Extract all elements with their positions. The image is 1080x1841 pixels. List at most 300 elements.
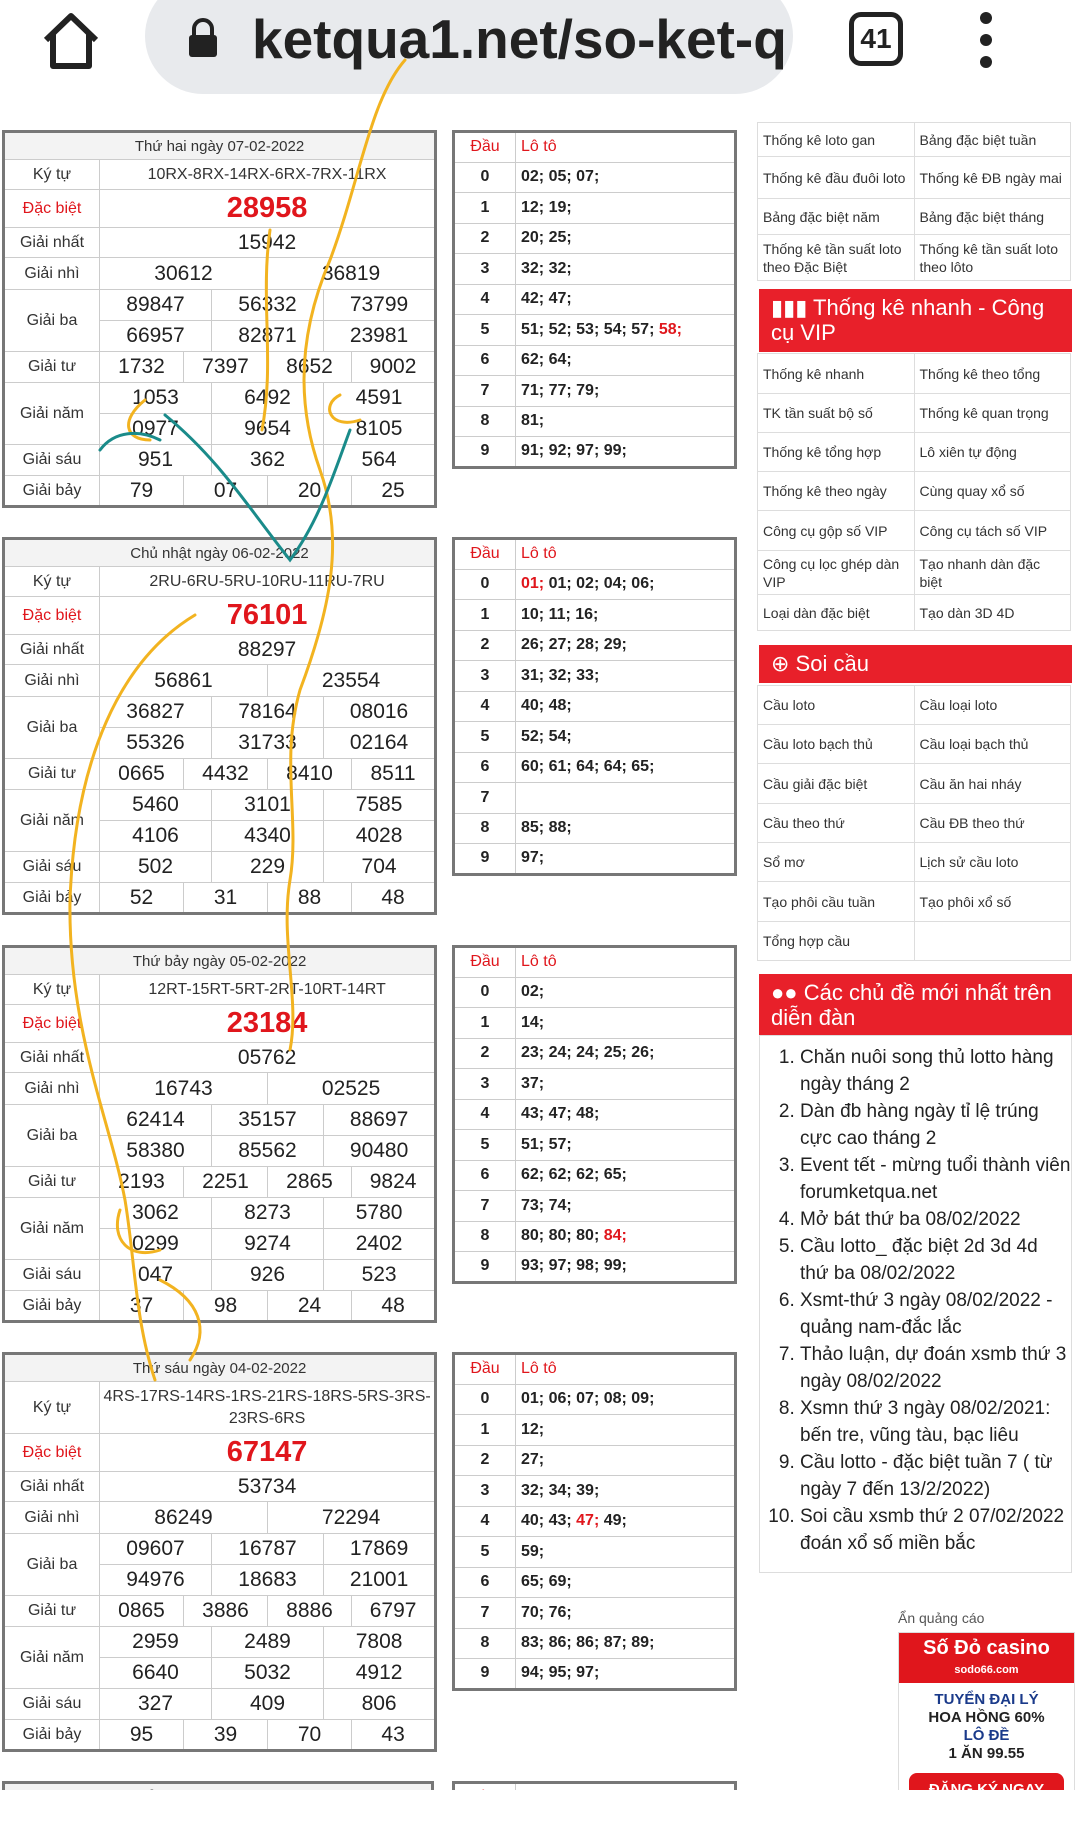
fourth-prize: 0865 [100, 1596, 184, 1627]
loto-text: 32; 32; [521, 259, 572, 277]
fifth-prize: 0299 [100, 1229, 212, 1260]
sidebar-link[interactable]: Bảng đặc biệt tháng [914, 199, 1071, 235]
label-giai-nhat: Giải nhất [4, 228, 100, 258]
loto-values [516, 813, 736, 844]
sidebar-link[interactable]: Cùng quay xổ số [914, 472, 1071, 511]
loto-row [454, 691, 736, 722]
seventh-prize: 79 [100, 476, 184, 507]
sidebar-link[interactable]: Cầu loại loto [914, 686, 1071, 725]
loto-row [454, 661, 736, 692]
topic-link[interactable]: 7. Thảo luận, dự đoán xsmb thứ 3 ngày 08/02/2022 [800, 1341, 1071, 1395]
loto-head-dau: Đầu [454, 1354, 516, 1385]
fifth-prize: 3101 [212, 790, 324, 821]
loto-text: 62; 64; [521, 351, 572, 369]
sidebar-link[interactable]: Bảng đặc biệt năm [758, 199, 915, 235]
third-prize: 62414 [100, 1105, 212, 1136]
fifth-prize: 5780 [324, 1198, 436, 1229]
sixth-prize: 047 [100, 1260, 212, 1291]
loto-row [454, 1191, 736, 1222]
loto-text: 81; [521, 412, 545, 430]
result-date: Thứ bảy ngày 05-02-2022 [4, 947, 436, 975]
seventh-prize: 39 [184, 1720, 268, 1751]
tab-count-button[interactable]: 41 [849, 12, 903, 66]
loto-values [516, 345, 736, 376]
third-prize: 08016 [324, 697, 436, 728]
fifth-prize: 2402 [324, 1229, 436, 1260]
loto-text: 91; 92; 97; 99; [521, 442, 627, 460]
loto-values [516, 752, 736, 783]
loto-values [516, 162, 736, 193]
second-prize: 72294 [268, 1502, 436, 1534]
loto-dau: 1 [454, 1415, 516, 1446]
loto-text: 83; 86; 86; 87; 89; [521, 1634, 655, 1652]
loto-row [454, 1160, 736, 1191]
loto-values [516, 691, 736, 722]
sidebar-link[interactable]: Công cụ gộp số VIP [758, 511, 915, 551]
loto-values [516, 600, 736, 631]
loto-text: 02; [521, 983, 545, 1001]
loto-dau: 6 [454, 1160, 516, 1191]
sidebar-link[interactable]: Thống kê theo tổng [914, 354, 1071, 394]
fifth-prize: 0977 [100, 414, 212, 445]
loto-dau: 4 [454, 1099, 516, 1130]
loto-row [454, 977, 736, 1008]
sixth-prize: 362 [212, 445, 324, 476]
seventh-prize: 43 [352, 1720, 436, 1751]
fifth-prize: 8105 [324, 414, 436, 445]
label-giai-nam: Giải năm [4, 790, 100, 852]
loto-dau: 8 [454, 813, 516, 844]
fourth-prize: 9824 [352, 1167, 436, 1198]
loto-highlight: 47; [576, 1512, 600, 1530]
loto-text: 73; 74; [521, 1196, 572, 1214]
ad-brand: Số Đỏ casino [923, 1637, 1050, 1659]
third-prize: 35157 [212, 1105, 324, 1136]
search-icon: ⊕ [771, 651, 796, 676]
third-prize: 23981 [324, 321, 436, 352]
sidebar-link[interactable]: Thống kê nhanh [758, 354, 915, 394]
loto-text: 01; 06; 07; 08; 09; [521, 1390, 655, 1408]
loto-values [516, 1567, 736, 1598]
loto-values [516, 1476, 736, 1507]
seventh-prize: 48 [352, 883, 436, 914]
loto-dau: 4 [454, 691, 516, 722]
topic-link[interactable]: 3. Event tết - mừng tuổi thành viên forumketqua.net [800, 1152, 1071, 1206]
loto-dau: 5 [454, 1537, 516, 1568]
seventh-prize: 70 [268, 1720, 352, 1751]
loto-row [454, 254, 736, 285]
loto-dau: 2 [454, 630, 516, 661]
topic-link[interactable]: 9. Cầu lotto - đặc biệt tuần 7 ( từ ngày 7 đến 13/2/2022) [800, 1449, 1071, 1503]
loto-head-loto: Lô tô [516, 1354, 736, 1385]
loto-dau: 5 [454, 315, 516, 346]
sixth-prize: 502 [100, 852, 212, 883]
label-ky-tu: Ký tự [4, 975, 100, 1005]
topic-link[interactable]: 5. Cầu lotto_ đặc biệt 2d 3d 4d thứ ba 08/02/2022 [800, 1233, 1071, 1287]
label-giai-tu: Giải tư [4, 1167, 100, 1198]
loto-row [454, 1008, 736, 1039]
label-giai-bay: Giải bảy [4, 1720, 100, 1751]
loto-dau: 7 [454, 1598, 516, 1629]
third-prize: 66957 [100, 321, 212, 352]
label-giai-nhat: Giải nhất [4, 1043, 100, 1073]
loto-highlight: 01; [521, 575, 545, 593]
loto-row [454, 722, 736, 753]
loto-values [516, 1221, 736, 1252]
loto-dau: 4 [454, 284, 516, 315]
label-giai-nhat: Giải nhất [4, 635, 100, 665]
soicau-banner [759, 645, 1072, 683]
loto-text: 26; 27; 28; 29; [521, 636, 627, 654]
result-table [2, 130, 437, 508]
seventh-prize: 52 [100, 883, 184, 914]
ky-tu-value: 12RT-15RT-5RT-2RT-10RT-14RT [100, 975, 436, 1005]
soicau-title: Soi cầu [795, 651, 869, 676]
sidebar-link[interactable]: Sổ mơ [758, 843, 915, 882]
loto-row [454, 1659, 736, 1690]
loto-values [516, 406, 736, 437]
loto-text: 01; 02; 04; 06; [548, 575, 655, 593]
label-giai-nam: Giải năm [4, 1198, 100, 1260]
loto-row [454, 1099, 736, 1130]
sixth-prize: 409 [212, 1689, 324, 1720]
loto-values [516, 1130, 736, 1161]
sidebar-link[interactable]: Công cụ lọc ghép dàn VIP [758, 551, 915, 595]
url-text[interactable]: ketqua1.net/so-ket-q [252, 8, 787, 70]
third-prize: 94976 [100, 1565, 212, 1596]
sidebar-link[interactable]: Công cụ tách số VIP [914, 511, 1071, 551]
ky-tu-value: 2RU-6RU-5RU-10RU-11RU-7RU [100, 567, 436, 597]
result-table [2, 1352, 437, 1752]
loto-text: 10; 11; 16; [521, 605, 599, 623]
fifth-prize: 9654 [212, 414, 324, 445]
loto-row [454, 1384, 736, 1415]
topic-link[interactable]: 6. Xsmt-thứ 3 ngày 08/02/2022 - quảng nam-đắc lắc [800, 1287, 1071, 1341]
loto-dau: 5 [454, 1130, 516, 1161]
fourth-prize: 1732 [100, 352, 184, 383]
label-giai-bay: Giải bảy [4, 1291, 100, 1322]
loto-dau: 8 [454, 1221, 516, 1252]
sidebar-link[interactable]: Tổng hợp cầu [758, 922, 915, 961]
sidebar-link[interactable]: Bảng đặc biệt tuần [914, 123, 1071, 157]
special-prize: 28958 [100, 190, 436, 228]
loto-values [516, 437, 736, 468]
sidebar-link[interactable]: Cầu theo thứ [758, 804, 915, 843]
loto-row [454, 752, 736, 783]
topic-link[interactable]: 2. Dàn đb hàng ngày tỉ lệ trúng cực cao tháng 2 [800, 1098, 1071, 1152]
second-prize: 36819 [268, 258, 436, 290]
bottom-bar [0, 1790, 1080, 1830]
third-prize: 31733 [212, 728, 324, 759]
loto-dau: 6 [454, 752, 516, 783]
loto-row [454, 1445, 736, 1476]
third-prize: 17869 [324, 1534, 436, 1565]
loto-row [454, 783, 736, 814]
sixth-prize: 704 [324, 852, 436, 883]
loto-values [516, 844, 736, 875]
fifth-prize: 2959 [100, 1627, 212, 1658]
topic-link[interactable]: 10. Soi cầu xsmb thứ 2 07/02/2022 đoán xổ số miền bắc [800, 1503, 1071, 1557]
loto-row [454, 1476, 736, 1507]
loto-values [516, 1191, 736, 1222]
loto-dau: 8 [454, 406, 516, 437]
seventh-prize: 48 [352, 1291, 436, 1322]
loto-text: 02; 05; 07; [521, 168, 600, 186]
topics-banner [759, 974, 1072, 1035]
label-giai-nhi: Giải nhì [4, 1073, 100, 1105]
third-prize: 16787 [212, 1534, 324, 1565]
third-prize: 90480 [324, 1136, 436, 1167]
more-vert-icon[interactable] [978, 12, 994, 70]
loto-row [454, 844, 736, 875]
topics-list [759, 1035, 1072, 1573]
label-dac-biet: Đặc biệt [4, 597, 100, 635]
seventh-prize: 37 [100, 1291, 184, 1322]
label-ky-tu: Ký tự [4, 1382, 100, 1434]
loto-dau: 1 [454, 600, 516, 631]
fourth-prize: 9002 [352, 352, 436, 383]
fourth-prize: 8886 [268, 1596, 352, 1627]
sixth-prize: 523 [324, 1260, 436, 1291]
loto-text: 51; 52; 53; 54; 57; [521, 320, 659, 338]
sidebar-link[interactable]: Tạo dàn 3D 4D [914, 595, 1071, 631]
loto-values [516, 722, 736, 753]
label-dac-biet: Đặc biệt [4, 1005, 100, 1043]
fourth-prize: 4432 [184, 759, 268, 790]
loto-dau: 8 [454, 1628, 516, 1659]
loto-dau: 2 [454, 223, 516, 254]
loto-text: 49; [599, 1512, 627, 1530]
loto-row [454, 1130, 736, 1161]
loto-values [516, 315, 736, 346]
loto-highlight: 58; [658, 320, 682, 338]
loto-values [516, 1506, 736, 1537]
loto-text: 12; 19; [521, 198, 572, 216]
sidebar-link[interactable]: Cầu ĐB theo thứ [914, 804, 1071, 843]
loto-text: 71; 77; 79; [521, 381, 600, 399]
loto-values [516, 284, 736, 315]
loto-text: 31; 32; 33; [521, 666, 600, 684]
loto-dau: 6 [454, 1567, 516, 1598]
fifth-prize: 3062 [100, 1198, 212, 1229]
loto-text: 27; [521, 1451, 545, 1469]
loto-row [454, 1252, 736, 1283]
sidebar-link[interactable]: Thống kê loto gan [758, 123, 915, 157]
loto-dau: 0 [454, 162, 516, 193]
loto-values [516, 1598, 736, 1629]
loto-row [454, 1598, 736, 1629]
loto-dau: 7 [454, 376, 516, 407]
fifth-prize: 6492 [212, 383, 324, 414]
first-prize: 05762 [100, 1043, 436, 1073]
sidebar-link[interactable]: Cầu loto bạch thủ [758, 725, 915, 764]
seventh-prize: 31 [184, 883, 268, 914]
loto-table [452, 537, 737, 876]
fifth-prize: 2489 [212, 1627, 324, 1658]
loto-values [516, 1415, 736, 1446]
chart-icon: ▮▮▮ [771, 295, 814, 320]
second-prize: 30612 [100, 258, 268, 290]
loto-text: 59; [521, 1542, 545, 1560]
loto-text: 93; 97; 98; 99; [521, 1257, 627, 1275]
loto-dau: 3 [454, 254, 516, 285]
sidebar-link[interactable]: Cầu giải đặc biệt [758, 764, 915, 804]
loto-dau: 5 [454, 722, 516, 753]
third-prize: 58380 [100, 1136, 212, 1167]
topic-link[interactable]: 4. Mở bát thứ ba 08/02/2022 [800, 1206, 1071, 1233]
sidebar-link[interactable]: Tạo phôi cầu tuần [758, 882, 915, 922]
second-prize: 56861 [100, 665, 268, 697]
loto-row [454, 437, 736, 468]
label-giai-tu: Giải tư [4, 1596, 100, 1627]
seventh-prize: 98 [184, 1291, 268, 1322]
loto-text: 60; 61; 64; 64; 65; [521, 758, 655, 776]
label-dac-biet: Đặc biệt [4, 190, 100, 228]
sidebar-link[interactable]: Loại dàn đặc biệt [758, 595, 915, 631]
label-giai-bay: Giải bảy [4, 476, 100, 507]
loto-values [516, 783, 736, 814]
third-prize: 55326 [100, 728, 212, 759]
loto-row [454, 345, 736, 376]
sixth-prize: 926 [212, 1260, 324, 1291]
loto-row [454, 223, 736, 254]
loto-text: 23; 24; 24; 25; 26; [521, 1044, 655, 1062]
sidebar-link [914, 922, 1071, 961]
ad-line: LÔ ĐỀ [963, 1727, 1010, 1744]
special-prize: 23184 [100, 1005, 436, 1043]
sidebar-link-table [757, 122, 1071, 281]
sidebar-link[interactable]: Lô xiên tự động [914, 433, 1071, 472]
loto-text: 32; 34; 39; [521, 1481, 600, 1499]
second-prize: 16743 [100, 1073, 268, 1105]
third-prize: 09607 [100, 1534, 212, 1565]
second-prize: 86249 [100, 1502, 268, 1534]
seventh-prize: 24 [268, 1291, 352, 1322]
loto-dau: 2 [454, 1445, 516, 1476]
label-giai-ba: Giải ba [4, 1534, 100, 1596]
users-icon: ●● [771, 980, 804, 1005]
loto-row [454, 1038, 736, 1069]
loto-text: 14; [521, 1013, 545, 1031]
loto-head-dau: Đầu [454, 947, 516, 978]
loto-row [454, 376, 736, 407]
loto-head-dau: Đầu [454, 132, 516, 163]
sidebar-link[interactable]: Thống kê ĐB ngày mai [914, 157, 1071, 199]
fifth-prize: 6640 [100, 1658, 212, 1689]
loto-values [516, 1252, 736, 1283]
seventh-prize: 88 [268, 883, 352, 914]
topic-link[interactable]: 8. Xsmn thứ 3 ngày 08/02/2021: bến tre, vũng tàu, bạc liêu [800, 1395, 1071, 1449]
sidebar-link[interactable]: TK tần suất bộ số [758, 394, 915, 433]
special-prize: 67147 [100, 1434, 436, 1472]
loto-dau: 9 [454, 1252, 516, 1283]
sidebar-link[interactable]: Cầu loại bạch thủ [914, 725, 1071, 764]
loto-table [452, 945, 737, 1284]
sixth-prize: 229 [212, 852, 324, 883]
sidebar-link[interactable]: Tạo phôi xổ số [914, 882, 1071, 922]
third-prize: 02164 [324, 728, 436, 759]
topic-link[interactable]: 1. Chăn nuôi song thủ lotto hàng ngày tháng 2 [800, 1044, 1071, 1098]
loto-dau: 1 [454, 193, 516, 224]
sidebar-link[interactable]: Thống kê tần suất loto theo lôto [914, 235, 1071, 281]
loto-text: 40; 48; [521, 697, 572, 715]
first-prize: 15942 [100, 228, 436, 258]
loto-dau: 7 [454, 1191, 516, 1222]
label-ky-tu: Ký tự [4, 567, 100, 597]
seventh-prize: 07 [184, 476, 268, 507]
fifth-prize: 7808 [324, 1627, 436, 1658]
label-giai-nhi: Giải nhì [4, 665, 100, 697]
label-giai-sau: Giải sáu [4, 445, 100, 476]
sidebar-link[interactable]: Lịch sử cầu loto [914, 843, 1071, 882]
loto-values [516, 1099, 736, 1130]
ad-line: TUYỂN ĐẠI LÝ [934, 1691, 1039, 1708]
ky-tu-value: 10RX-8RX-14RX-6RX-7RX-11RX [100, 160, 436, 190]
loto-dau: 2 [454, 1038, 516, 1069]
loto-text: 97; [521, 849, 545, 867]
fifth-prize: 4028 [324, 821, 436, 852]
loto-dau: 0 [454, 977, 516, 1008]
loto-row [454, 315, 736, 346]
fourth-prize: 3886 [184, 1596, 268, 1627]
sidebar-link[interactable]: Thống kê tổng hợp [758, 433, 915, 472]
fourth-prize: 0665 [100, 759, 184, 790]
sidebar-link[interactable]: Thống kê quan trọng [914, 394, 1071, 433]
third-prize: 36827 [100, 697, 212, 728]
loto-values [516, 223, 736, 254]
loto-text: 65; 69; [521, 1573, 572, 1591]
hide-ad-link[interactable]: Ẩn quảng cáo [898, 1610, 985, 1626]
label-giai-ba: Giải ba [4, 290, 100, 352]
loto-values [516, 977, 736, 1008]
third-prize: 18683 [212, 1565, 324, 1596]
fifth-prize: 4912 [324, 1658, 436, 1689]
sidebar-link[interactable]: Tạo nhanh dàn đặc biệt [914, 551, 1071, 595]
third-prize: 85562 [212, 1136, 324, 1167]
sidebar-link[interactable]: Cầu loto [758, 686, 915, 725]
fifth-prize: 5032 [212, 1658, 324, 1689]
label-giai-sau: Giải sáu [4, 1260, 100, 1291]
loto-values [516, 1537, 736, 1568]
loto-row [454, 1506, 736, 1537]
sidebar-link[interactable]: Thống kê tần suất loto theo Đặc Biệt [758, 235, 915, 281]
sixth-prize: 564 [324, 445, 436, 476]
sidebar-link[interactable]: Thống kê đầu đuôi loto [758, 157, 915, 199]
loto-text: 62; 62; 62; 65; [521, 1166, 627, 1184]
sidebar-link-table [757, 353, 1071, 631]
label-giai-sau: Giải sáu [4, 1689, 100, 1720]
fifth-prize: 4591 [324, 383, 436, 414]
label-giai-nhi: Giải nhì [4, 258, 100, 290]
sidebar-link[interactable]: Cầu ăn hai nháy [914, 764, 1071, 804]
ad-banner[interactable] [898, 1632, 1075, 1816]
loto-values [516, 661, 736, 692]
fifth-prize: 8273 [212, 1198, 324, 1229]
loto-text: 94; 95; 97; [521, 1664, 600, 1682]
home-icon[interactable] [40, 10, 102, 72]
loto-values [516, 1445, 736, 1476]
fifth-prize: 4106 [100, 821, 212, 852]
loto-head-loto: Lô tô [516, 947, 736, 978]
label-dac-biet: Đặc biệt [4, 1434, 100, 1472]
label-ky-tu: Ký tự [4, 160, 100, 190]
loto-text: 43; 47; 48; [521, 1105, 600, 1123]
loto-row [454, 569, 736, 600]
first-prize: 88297 [100, 635, 436, 665]
sidebar-link[interactable]: Thống kê theo ngày [758, 472, 915, 511]
fourth-prize: 2865 [268, 1167, 352, 1198]
loto-text: 42; 47; [521, 290, 572, 308]
